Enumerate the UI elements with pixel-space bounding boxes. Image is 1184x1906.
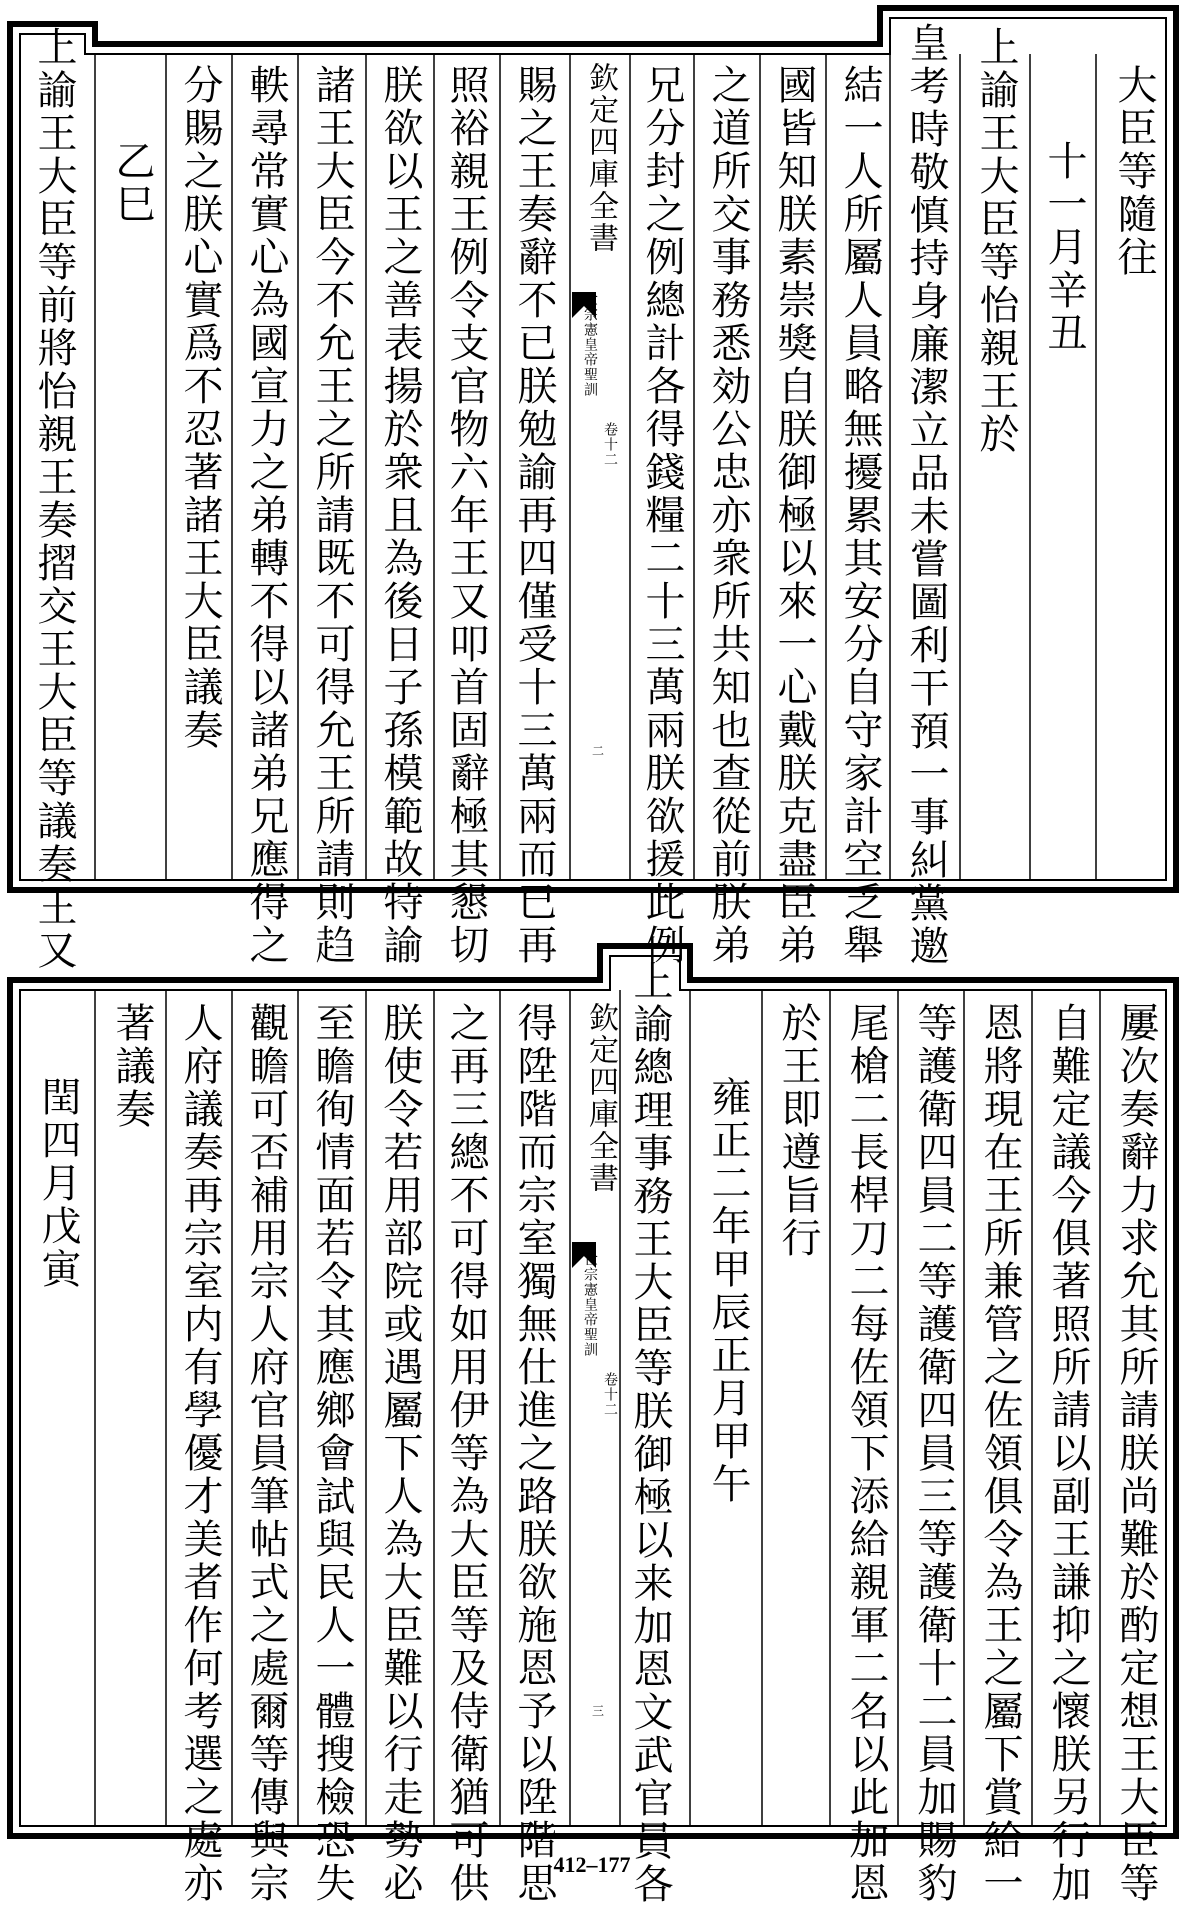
spine-page-number: 三	[592, 1704, 605, 1718]
text-column: 大臣等隨往	[1111, 64, 1157, 279]
spine-volume: 卷十二	[602, 422, 618, 467]
spine-title: 欽定四庫全書	[583, 62, 618, 254]
text-column: 皇考時敬慎持身廉潔立品未嘗圖利干預一事糾黨邀	[903, 22, 949, 968]
text-column: 自難定議今俱著照所請以副王謙抑之懷朕另行加	[1045, 1002, 1091, 1905]
text-column: 朕欲以王之善表揚於衆且為後日子孫模範故特諭	[377, 64, 423, 967]
center-spine	[578, 62, 618, 872]
text-column: 照裕親王例令支官物六年王又叩首固辭極其懇切	[443, 64, 489, 967]
spine-subtitle: 世宗憲皇帝聖訓	[582, 292, 598, 397]
text-column: 分賜之朕心實爲不忍著諸王大臣議奏	[177, 64, 223, 752]
text-column: 閏四月戊寅	[35, 1076, 81, 1291]
text-column: 軼尋常實心為國宣力之弟轉不得以諸弟兄應得之	[243, 64, 289, 967]
text-column: 諸王大臣今不允王之所請既不可得允王所請則趋	[309, 64, 355, 967]
text-column: 至瞻徇情面若令其應鄉會試與民人一體搜檢恐失	[309, 1002, 355, 1905]
text-column: 上諭王大臣等前將怡親王奏摺交王大臣等議奏王又	[31, 26, 77, 972]
spine-title: 欽定四庫全書	[583, 1002, 618, 1194]
text-column: 兄分封之例總計各得錢糧二十三萬兩朕欲援此例	[639, 64, 685, 967]
text-column: 屢次奏辭力求允其所請朕尚難於酌定想王大臣等	[1113, 1002, 1159, 1905]
text-column: 國皆知朕素崇獎自朕御極以來一心戴朕克盡臣弟	[771, 64, 817, 967]
text-column: 乙巳	[109, 140, 155, 226]
text-column: 上諭王大臣等怡親王於	[973, 26, 1019, 456]
text-column: 朕使令若用部院或遇屬下人為大臣難以行走勢必	[377, 1002, 423, 1905]
text-column: 尾槍二長桿刀二每佐領下添給親軍二名以此加恩	[843, 1002, 889, 1905]
text-column: 雍正二年甲辰正月甲午	[705, 1076, 751, 1506]
text-column: 之再三總不可得如用伊等為大臣等及侍衛猶可供	[443, 1002, 489, 1905]
text-column: 結一人所屬人員略無擾累其安分自守家計空乏舉	[837, 64, 883, 967]
spine-volume: 卷十二	[602, 1372, 618, 1417]
spine-page-number: 二	[592, 744, 605, 758]
text-column: 之道所交事務悉効公忠亦衆所共知也查從前朕弟	[705, 64, 751, 967]
text-column: 等護衛四員二等護衛四員三等護衛十二員加賜豹	[911, 1002, 957, 1905]
center-spine	[578, 1002, 618, 1812]
text-column: 十一月辛丑	[1041, 140, 1087, 355]
text-column: 得陞階而宗室獨無仕進之路朕欲施恩予以陞階思	[511, 1002, 557, 1905]
text-column: 於王即遵旨行	[775, 1002, 821, 1260]
text-column: 賜之王奏辭不已朕勉諭再四僅受十三萬兩而已再	[511, 64, 557, 967]
text-column: 觀瞻可否補用宗人府官員筆帖式之處爾等傳與宗	[243, 1002, 289, 1905]
text-column: 人府議奏再宗室内有學優才美者作何考選之處亦	[177, 1002, 223, 1905]
text-column: 恩將現在王所兼管之佐領俱令為王之屬下賞給一	[977, 1002, 1023, 1905]
spine-subtitle: 世宗憲皇帝聖訓	[582, 1252, 598, 1357]
text-column: 上諭總理事務王大臣等朕御極以来加恩文武官員各	[627, 960, 673, 1906]
page-footer-number: 412–177	[553, 1852, 631, 1877]
text-column: 著議奏	[109, 1002, 155, 1131]
